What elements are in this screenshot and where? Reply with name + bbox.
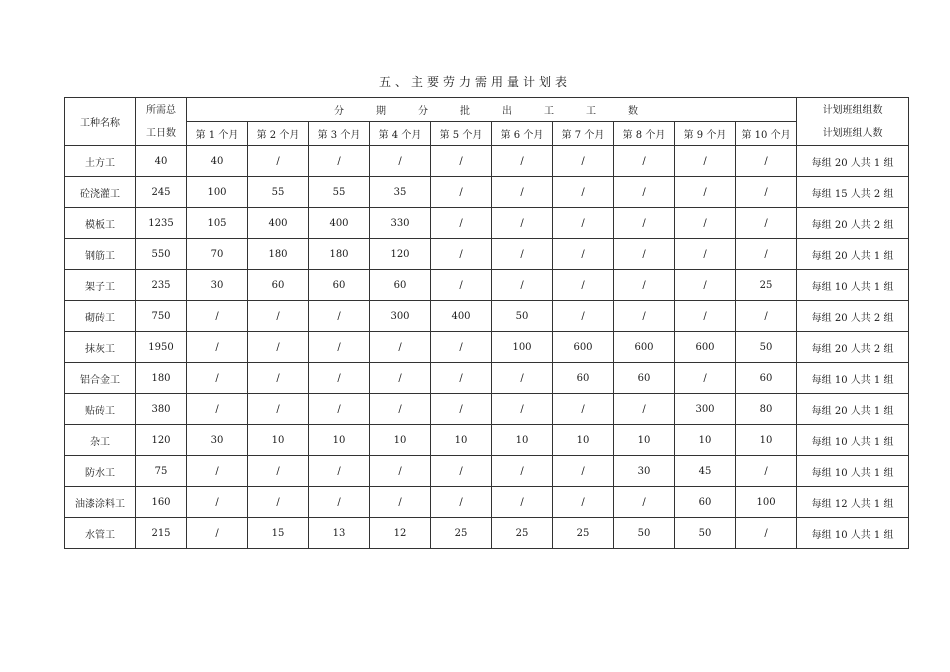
- cell-month-5: /: [431, 487, 492, 518]
- cell-month-6: /: [492, 394, 553, 425]
- header-month-2: 第 2 个月: [248, 122, 309, 146]
- cell-month-7: /: [553, 239, 614, 270]
- cell-plan: 每组 20 人共 2 组: [797, 208, 909, 239]
- cell-total-days: 180: [136, 363, 187, 394]
- cell-month-5: /: [431, 208, 492, 239]
- cell-plan: 每组 20 人共 1 组: [797, 239, 909, 270]
- cell-month-10: 10: [736, 425, 797, 456]
- cell-month-4: 300: [370, 301, 431, 332]
- cell-month-7: /: [553, 456, 614, 487]
- cell-month-9: /: [675, 270, 736, 301]
- cell-total-days: 245: [136, 177, 187, 208]
- cell-total-days: 75: [136, 456, 187, 487]
- table-row: [65, 425, 909, 456]
- cell-month-7: /: [553, 394, 614, 425]
- cell-month-9: /: [675, 177, 736, 208]
- cell-month-9: /: [675, 363, 736, 394]
- cell-month-4: 35: [370, 177, 431, 208]
- cell-month-3: /: [309, 487, 370, 518]
- cell-month-1: /: [187, 456, 248, 487]
- cell-month-5: /: [431, 239, 492, 270]
- cell-month-3: 10: [309, 425, 370, 456]
- cell-total-days: 1235: [136, 208, 187, 239]
- cell-month-7: /: [553, 270, 614, 301]
- cell-month-9: 300: [675, 394, 736, 425]
- cell-month-6: 10: [492, 425, 553, 456]
- cell-month-9: 50: [675, 518, 736, 549]
- header-plan-line2: 计划班组人数: [822, 127, 883, 139]
- month-header-row: [65, 122, 909, 146]
- cell-month-10: /: [736, 208, 797, 239]
- cell-month-3: 60: [309, 270, 370, 301]
- header-month-1: 第 1 个月: [187, 122, 248, 146]
- cell-plan: 每组 10 人共 1 组: [797, 456, 909, 487]
- cell-month-9: 45: [675, 456, 736, 487]
- cell-month-6: /: [492, 146, 553, 177]
- table-row: [65, 456, 909, 487]
- cell-month-8: /: [614, 301, 675, 332]
- cell-month-3: /: [309, 146, 370, 177]
- header-month-8: 第 8 个月: [614, 122, 675, 146]
- cell-month-8: 600: [614, 332, 675, 363]
- cell-month-9: 60: [675, 487, 736, 518]
- cell-trade: 油漆涂料工: [65, 487, 136, 518]
- table-body: [65, 146, 909, 549]
- cell-month-9: 10: [675, 425, 736, 456]
- cell-total-days: 380: [136, 394, 187, 425]
- cell-month-9: /: [675, 208, 736, 239]
- cell-trade: 抹灰工: [65, 332, 136, 363]
- cell-month-2: /: [248, 146, 309, 177]
- cell-trade: 杂工: [65, 425, 136, 456]
- cell-month-8: 10: [614, 425, 675, 456]
- header-month-9: 第 9 个月: [675, 122, 736, 146]
- cell-plan: 每组 10 人共 1 组: [797, 363, 909, 394]
- table-row: [65, 394, 909, 425]
- header-month-3: 第 3 个月: [309, 122, 370, 146]
- cell-month-10: /: [736, 301, 797, 332]
- cell-total-days: 1950: [136, 332, 187, 363]
- cell-month-5: /: [431, 332, 492, 363]
- cell-month-7: /: [553, 146, 614, 177]
- cell-month-9: /: [675, 239, 736, 270]
- cell-month-2: /: [248, 394, 309, 425]
- cell-month-3: 400: [309, 208, 370, 239]
- cell-month-8: /: [614, 177, 675, 208]
- cell-month-2: /: [248, 487, 309, 518]
- header-month-5: 第 5 个月: [431, 122, 492, 146]
- cell-month-5: /: [431, 177, 492, 208]
- cell-month-1: /: [187, 332, 248, 363]
- cell-total-days: 160: [136, 487, 187, 518]
- cell-month-3: /: [309, 332, 370, 363]
- table-row: [65, 487, 909, 518]
- cell-month-10: 80: [736, 394, 797, 425]
- header-row: [65, 98, 909, 122]
- cell-month-8: /: [614, 394, 675, 425]
- cell-total-days: 120: [136, 425, 187, 456]
- cell-month-9: 600: [675, 332, 736, 363]
- cell-month-9: /: [675, 146, 736, 177]
- cell-month-3: /: [309, 301, 370, 332]
- cell-plan: 每组 20 人共 2 组: [797, 332, 909, 363]
- cell-month-4: /: [370, 394, 431, 425]
- cell-month-6: /: [492, 270, 553, 301]
- cell-trade: 土方工: [65, 146, 136, 177]
- cell-month-3: /: [309, 363, 370, 394]
- cell-month-2: /: [248, 456, 309, 487]
- header-total-days: [136, 98, 187, 146]
- cell-trade: 钢筋工: [65, 239, 136, 270]
- cell-month-1: /: [187, 487, 248, 518]
- cell-trade: 防水工: [65, 456, 136, 487]
- cell-month-10: 50: [736, 332, 797, 363]
- cell-plan: 每组 12 人共 1 组: [797, 487, 909, 518]
- table-row: [65, 518, 909, 549]
- labor-plan-table: [64, 97, 909, 549]
- cell-month-1: /: [187, 518, 248, 549]
- cell-month-3: 55: [309, 177, 370, 208]
- cell-month-8: /: [614, 208, 675, 239]
- cell-month-8: 60: [614, 363, 675, 394]
- cell-trade: 架子工: [65, 270, 136, 301]
- cell-month-4: /: [370, 146, 431, 177]
- header-stage: 分 期 分 批 出 工 工 数: [187, 98, 797, 122]
- cell-month-10: /: [736, 177, 797, 208]
- cell-month-5: 25: [431, 518, 492, 549]
- cell-month-8: /: [614, 270, 675, 301]
- cell-total-days: 235: [136, 270, 187, 301]
- cell-month-7: 25: [553, 518, 614, 549]
- cell-month-8: 50: [614, 518, 675, 549]
- header-month-10: 第 10 个月: [736, 122, 797, 146]
- cell-total-days: 750: [136, 301, 187, 332]
- cell-month-7: 10: [553, 425, 614, 456]
- cell-plan: 每组 10 人共 1 组: [797, 270, 909, 301]
- cell-month-6: 25: [492, 518, 553, 549]
- cell-plan: 每组 10 人共 1 组: [797, 425, 909, 456]
- cell-month-1: /: [187, 363, 248, 394]
- page-title: 五、主要劳力需用量计划表: [378, 75, 571, 89]
- cell-month-1: 105: [187, 208, 248, 239]
- cell-trade: 水管工: [65, 518, 136, 549]
- cell-month-10: 25: [736, 270, 797, 301]
- cell-month-1: 30: [187, 270, 248, 301]
- cell-month-4: /: [370, 456, 431, 487]
- cell-month-3: /: [309, 394, 370, 425]
- table-row: [65, 301, 909, 332]
- cell-month-2: 400: [248, 208, 309, 239]
- cell-month-10: 60: [736, 363, 797, 394]
- cell-month-6: /: [492, 239, 553, 270]
- header-month-6: 第 6 个月: [492, 122, 553, 146]
- cell-month-1: /: [187, 301, 248, 332]
- cell-month-4: /: [370, 487, 431, 518]
- cell-trade: 砌砖工: [65, 301, 136, 332]
- cell-month-2: 55: [248, 177, 309, 208]
- cell-month-6: /: [492, 456, 553, 487]
- cell-month-6: 100: [492, 332, 553, 363]
- cell-trade: 模板工: [65, 208, 136, 239]
- cell-month-1: 40: [187, 146, 248, 177]
- cell-month-7: /: [553, 487, 614, 518]
- table-row: [65, 177, 909, 208]
- cell-month-1: 30: [187, 425, 248, 456]
- cell-month-10: 100: [736, 487, 797, 518]
- cell-month-7: 60: [553, 363, 614, 394]
- cell-total-days: 40: [136, 146, 187, 177]
- cell-month-4: 60: [370, 270, 431, 301]
- table-row: [65, 208, 909, 239]
- cell-month-2: /: [248, 332, 309, 363]
- cell-month-1: 70: [187, 239, 248, 270]
- table-row: [65, 332, 909, 363]
- table-row: [65, 363, 909, 394]
- cell-plan: 每组 10 人共 1 组: [797, 518, 909, 549]
- cell-trade: 铝合金工: [65, 363, 136, 394]
- cell-month-6: /: [492, 208, 553, 239]
- cell-month-4: /: [370, 332, 431, 363]
- cell-month-2: 180: [248, 239, 309, 270]
- table-row: [65, 239, 909, 270]
- cell-month-2: /: [248, 301, 309, 332]
- cell-month-4: 120: [370, 239, 431, 270]
- table-row: [65, 146, 909, 177]
- cell-month-5: /: [431, 270, 492, 301]
- cell-month-3: 180: [309, 239, 370, 270]
- cell-month-2: 10: [248, 425, 309, 456]
- cell-total-days: 215: [136, 518, 187, 549]
- cell-plan: 每组 15 人共 2 组: [797, 177, 909, 208]
- cell-month-8: /: [614, 239, 675, 270]
- cell-month-1: 100: [187, 177, 248, 208]
- cell-month-5: /: [431, 363, 492, 394]
- cell-plan: 每组 20 人共 1 组: [797, 146, 909, 177]
- cell-month-10: /: [736, 456, 797, 487]
- cell-month-5: 10: [431, 425, 492, 456]
- cell-month-7: /: [553, 177, 614, 208]
- header-month-7: 第 7 个月: [553, 122, 614, 146]
- header-plan: [797, 98, 909, 146]
- cell-month-5: /: [431, 456, 492, 487]
- cell-month-4: /: [370, 363, 431, 394]
- cell-plan: 每组 20 人共 2 组: [797, 301, 909, 332]
- cell-month-6: /: [492, 487, 553, 518]
- cell-month-8: /: [614, 146, 675, 177]
- cell-month-4: 330: [370, 208, 431, 239]
- cell-month-6: 50: [492, 301, 553, 332]
- cell-month-8: 30: [614, 456, 675, 487]
- cell-month-2: /: [248, 363, 309, 394]
- cell-month-5: /: [431, 394, 492, 425]
- cell-month-8: /: [614, 487, 675, 518]
- cell-month-9: /: [675, 301, 736, 332]
- cell-month-7: 600: [553, 332, 614, 363]
- cell-month-5: /: [431, 146, 492, 177]
- cell-month-3: 13: [309, 518, 370, 549]
- header-total-days-line1: 所需总: [146, 104, 176, 116]
- cell-trade: 砼浇灌工: [65, 177, 136, 208]
- cell-month-10: /: [736, 239, 797, 270]
- cell-month-3: /: [309, 456, 370, 487]
- cell-total-days: 550: [136, 239, 187, 270]
- cell-month-10: /: [736, 518, 797, 549]
- cell-month-6: /: [492, 177, 553, 208]
- cell-trade: 贴砖工: [65, 394, 136, 425]
- table-row: [65, 270, 909, 301]
- cell-month-7: /: [553, 301, 614, 332]
- cell-month-2: 60: [248, 270, 309, 301]
- cell-month-5: 400: [431, 301, 492, 332]
- cell-month-4: 12: [370, 518, 431, 549]
- cell-month-2: 15: [248, 518, 309, 549]
- cell-month-10: /: [736, 146, 797, 177]
- header-plan-line1: 计划班组组数: [822, 104, 883, 116]
- cell-month-6: /: [492, 363, 553, 394]
- cell-plan: 每组 20 人共 1 组: [797, 394, 909, 425]
- cell-month-4: 10: [370, 425, 431, 456]
- header-trade-name: 工种名称: [65, 98, 136, 146]
- header-month-4: 第 4 个月: [370, 122, 431, 146]
- cell-month-7: /: [553, 208, 614, 239]
- cell-month-1: /: [187, 394, 248, 425]
- header-total-days-line2: 工日数: [146, 127, 176, 139]
